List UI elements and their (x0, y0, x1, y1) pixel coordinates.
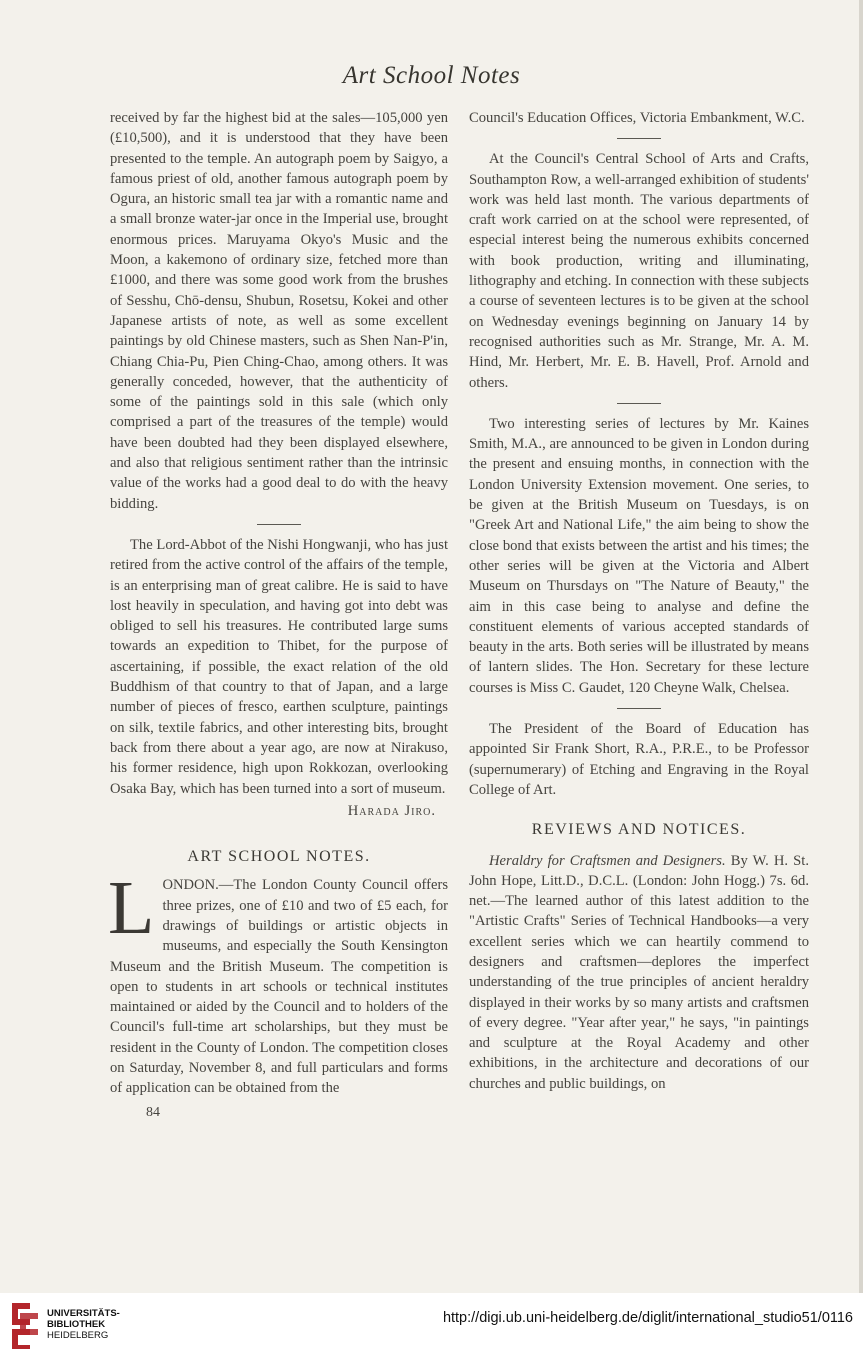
running-head: Art School Notes (342, 62, 521, 89)
left-paragraph-3-body: —The London County Council offers three prizes, one of £10 and two of £5 each, for drawings of buildings or artistic objects in museums, and especially the South Kensington Museum and the British Museum. The competition is open to students in art schools or technical institutes maintained or aided by the Council and to holders of the Council's full-time art scholarships, but they must be resident in the County of London. The competition closes on Saturday, November 8, and full particulars and forms of application can be obtained from the (110, 877, 448, 1097)
right-paragraph-4: The President of the Board of Education has appointed Sir Frank Short, R.A., P.R.E., to be Professor (supernumerary) of Etching and Engraving in the Royal College of Art. (469, 721, 809, 798)
library-logo-icon (8, 1299, 42, 1349)
institution-line-3: HEIDELBERG (47, 1330, 109, 1341)
institution-line-2: BIBLIOTHEK (47, 1319, 106, 1330)
source-url-link[interactable]: http://digi.ub.uni-heidelberg.de/diglit/international_studio51/0116 (442, 1310, 853, 1326)
section-divider (617, 403, 661, 404)
left-paragraph-2: The Lord-Abbot of the Nishi Hongwanji, who has just retired from the active control of the affairs of the temple, is an enterprising man of great calibre. He is said to have lost heavily in speculation, and having got into debt was obliged to sell his treasures. He contributed large sums towards an expedition to Thibet, for the purpose of ascertaining, if possible, the exact relation of the old Buddhism of that country to that of Japan, and a large number of pieces of fresco, earthen sculpture, paintings on silk, textile fabrics, and other interesting bits, brought back from there about a year ago, are now at Nirakuso, his former residence, high upon Rokkozan, overlooking Osaka Bay, which has been turned into a sort of museum. (110, 536, 448, 797)
review-paragraph (469, 851, 809, 1095)
review-byline: By W. H. St. John Hope, Litt.D., D.C.L. (London: John Hogg.) 7s. 6d. net. (469, 852, 809, 910)
right-paragraph-2: At the Council's Central School of Arts and Crafts, Southampton Row, a well-arranged exhibition of students' work was held last month. The various departments of craft work carried on at the school were represented, of especial interest being the numerous exhibits concerned with book production, writing and illuminating, lithography and etching. In connection with these subjects a course of seventeen lectures is to be given at the school on Wednesday evenings beginning on January 14 by recognised authorities such as Mr. Strange, Mr. A. M. Hind, Mr. Herbert, Mr. E. B. Havell, Prof. Arnold and others. (469, 151, 809, 391)
review-title: Heraldry for Craftsmen and Designers. (489, 852, 726, 869)
section-divider (257, 524, 301, 525)
drop-cap: L (108, 866, 155, 951)
right-paragraph-3: Two interesting series of lectures by Mr. Kaines Smith, M.A., are announced to be given in London during the present and ensuing months, in connection with the London University Extension movement. One series, to be given at the British Museum on Tuesdays, is on "Greek Art and National Life," the aim being to show the close bond that exists between the artist and his times; the other series will be given at the Victoria and Albert Museum on Thursdays on "The Nature of Beauty," the aim in this case being to analyse and define the constituent elements of various accepted standards of beauty in the arts. Both series will be illustrated by means of lantern slides. The Hon. Secretary for these lecture courses is Miss C. Gaudet, 120 Cheyne Walk, Chelsea. (469, 415, 809, 696)
section-divider (617, 708, 661, 709)
right-paragraph-1: Council's Education Offices, Victoria Embankment, W.C. (469, 110, 805, 126)
left-column (110, 108, 448, 1123)
left-paragraph-3 (108, 866, 448, 1098)
author-signature: Harada Jiro. (347, 802, 436, 819)
right-column (469, 108, 809, 1094)
institution-line-1: UNIVERSITÄTS- (47, 1308, 120, 1319)
section-divider (617, 138, 661, 139)
left-paragraph-1: received by far the highest bid at the sales—105,000 yen (£10,500), and it is understood that they have been presented to the temple. An autograph poem by Saigyo, a famous priest of old, another famous autograph poem by Ogura, an historic small tea jar with a romantic name and a small bronze water-jar once in the Imperial use, brought enormous prices. Maruyama Okyo's Music and the Moon, a kakemono of ordinary size, fetched more than £1000, and there was some good work from the brushes of Sesshu, Chō-densu, Shubun, Rosetsu, Kokei and other Japanese artists of note, as well as some excellent paintings by old Chinese masters, such as Shen Nan-P'in, Chiang Chia-Pu, Pien Ching-Chao, among others. It was generally conceded, however, that the authenticity of some of the paintings sold in this sale (which only comprised a part of the treasures of the temple) would have been doubted had they been displayed elsewhere, and also that religious sentiment rather than the intrinsic value of the works had a good deal to do with the heavy bidding. (110, 110, 448, 512)
page-edge (859, 0, 863, 1293)
institution-name (47, 1308, 120, 1341)
drop-cap-lead: ONDON. (162, 877, 219, 894)
section-heading-reviews: REVIEWS AND NOTICES. (531, 821, 747, 839)
section-heading-art-school-notes: ART SCHOOL NOTES. (187, 848, 371, 866)
review-body: —The learned author of this latest addition to the "Artistic Crafts" Series of Technical Handbooks—a very excellent series which we can heartily commend to designers and craftsmen—deplores the imperfect understanding of the true principles of ancient heraldry displayed in their works by so many artists and craftsmen of every degree. "Year after year," he says, "in paintings and sculpture at the Royal Academy and other exhibitions, in the architecture and decorations of our churches and public buildings, on (469, 893, 809, 1092)
page-number: 84 (146, 1104, 160, 1120)
